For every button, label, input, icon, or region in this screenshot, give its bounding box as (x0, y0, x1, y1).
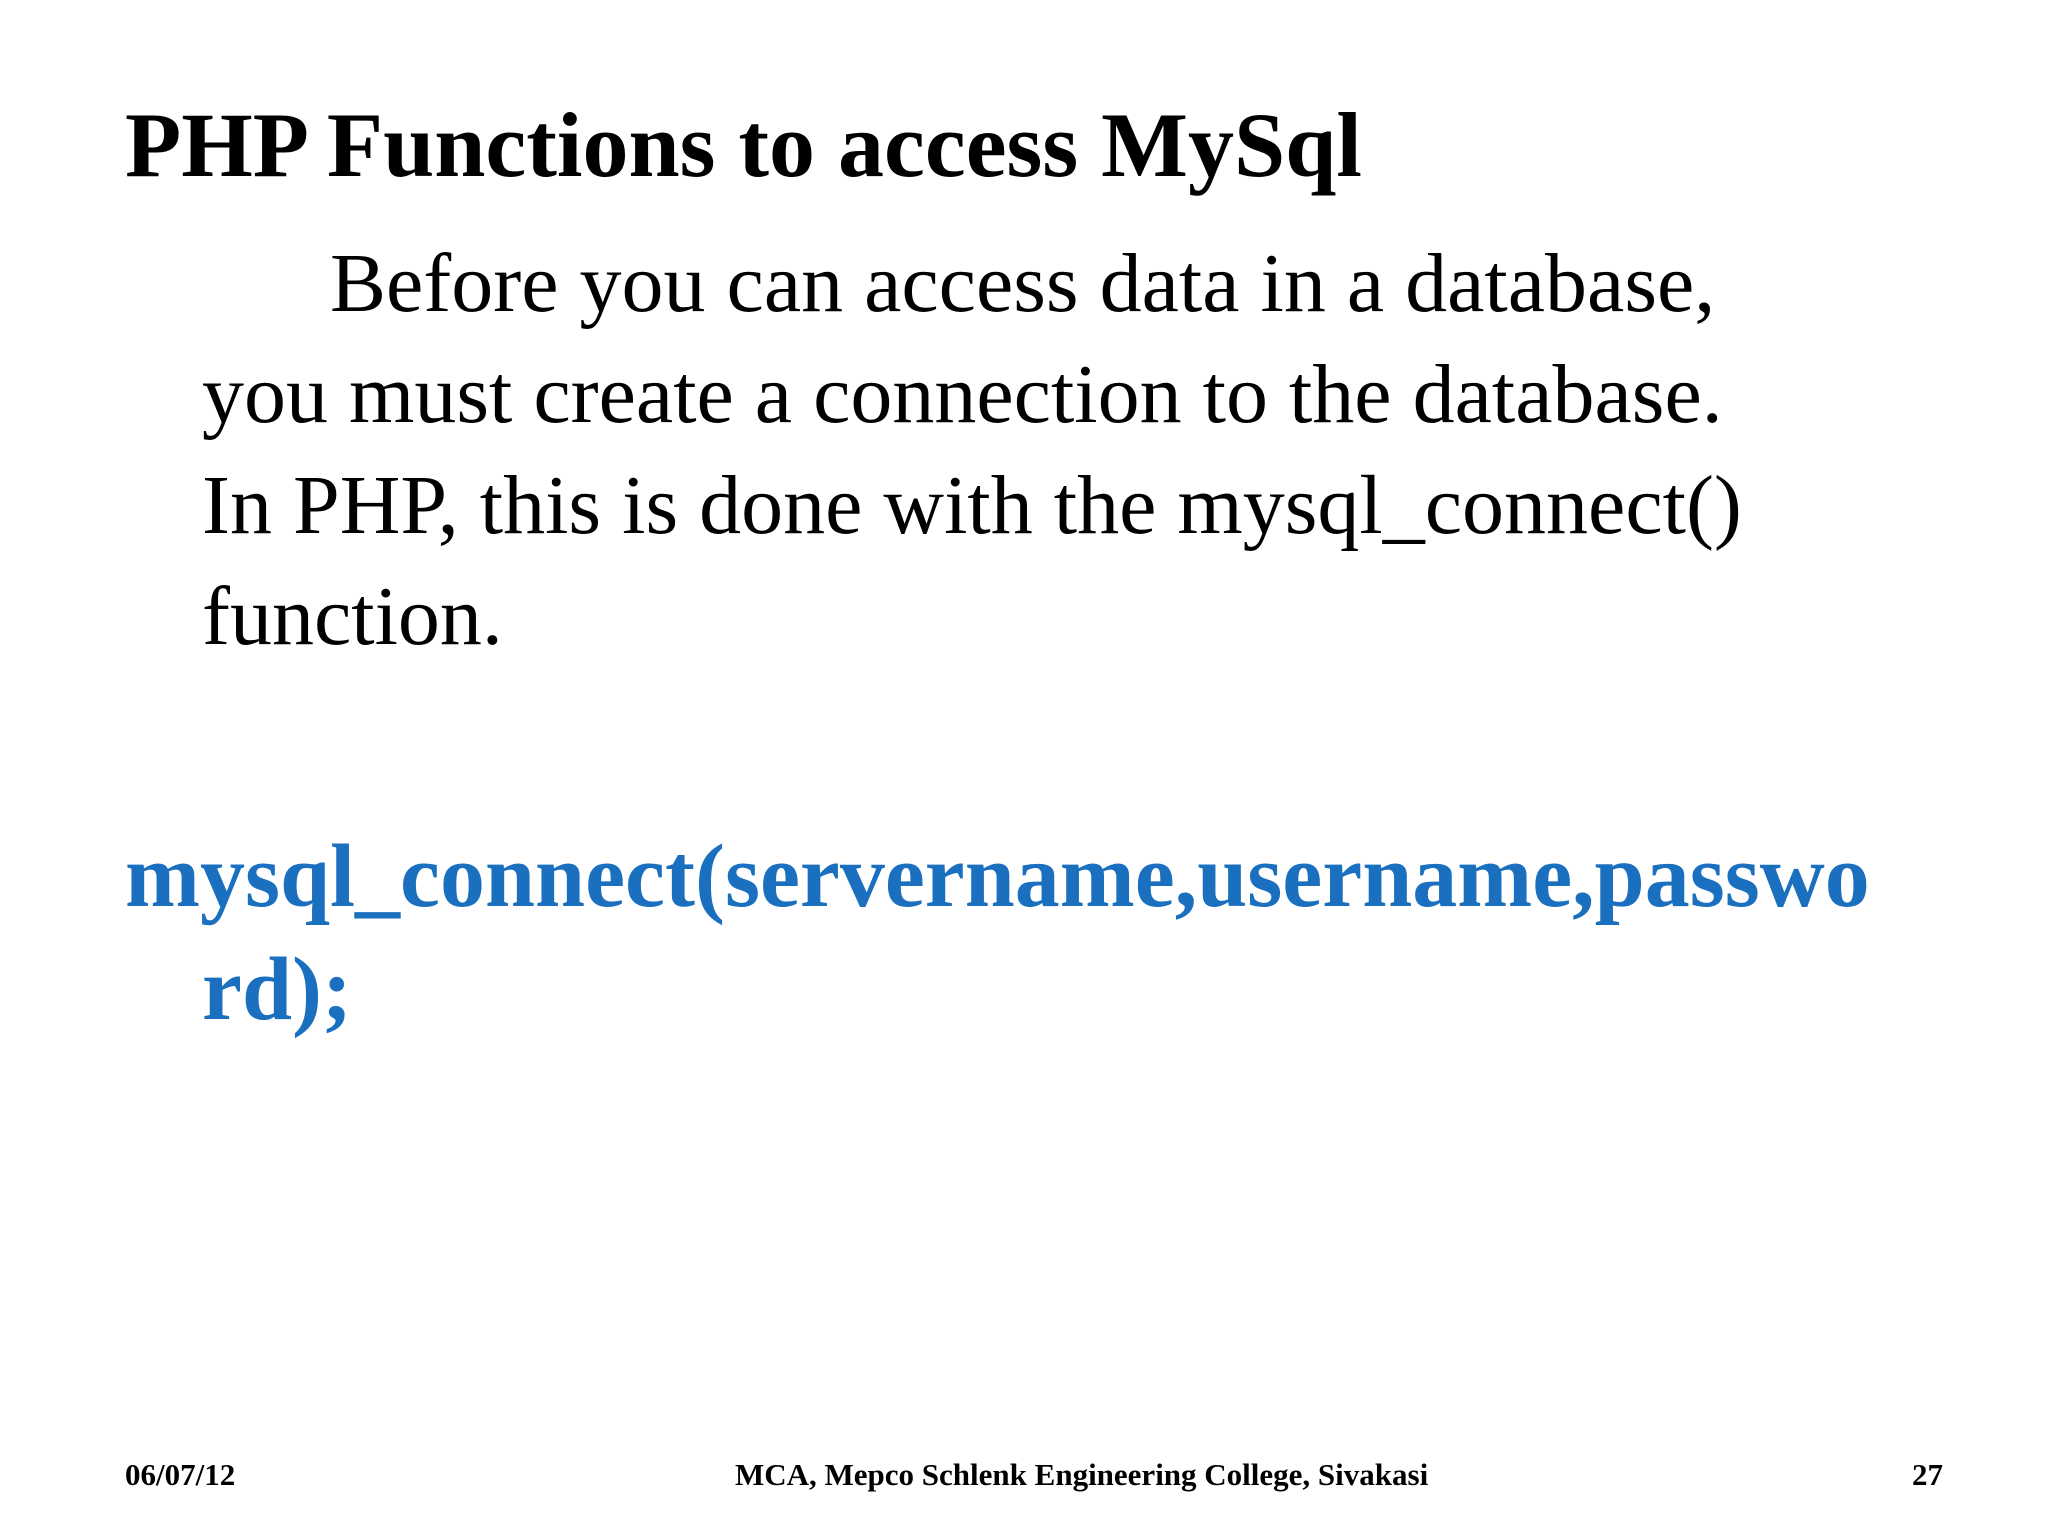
footer-institution: MCA, Mepco Schlenk Engineering College, Sivakasi (735, 1457, 1429, 1492)
body-line: you must create a connection to the database. (202, 348, 1723, 441)
code-line: rd); (202, 940, 352, 1039)
code-line: mysql_connect(servername,username,passwo (125, 827, 1870, 926)
page-number: 27 (1912, 1457, 1943, 1492)
footer-date: 06/07/12 (125, 1457, 236, 1492)
body-line: In PHP, this is done with the mysql_connect() (202, 459, 1742, 552)
body-line: function. (202, 570, 503, 663)
body-line: Before you can access data in a database, (330, 237, 1716, 330)
body-paragraph (202, 228, 1962, 672)
code-example (125, 820, 1870, 1046)
slide-title: PHP Functions to access MySql (125, 94, 1362, 196)
